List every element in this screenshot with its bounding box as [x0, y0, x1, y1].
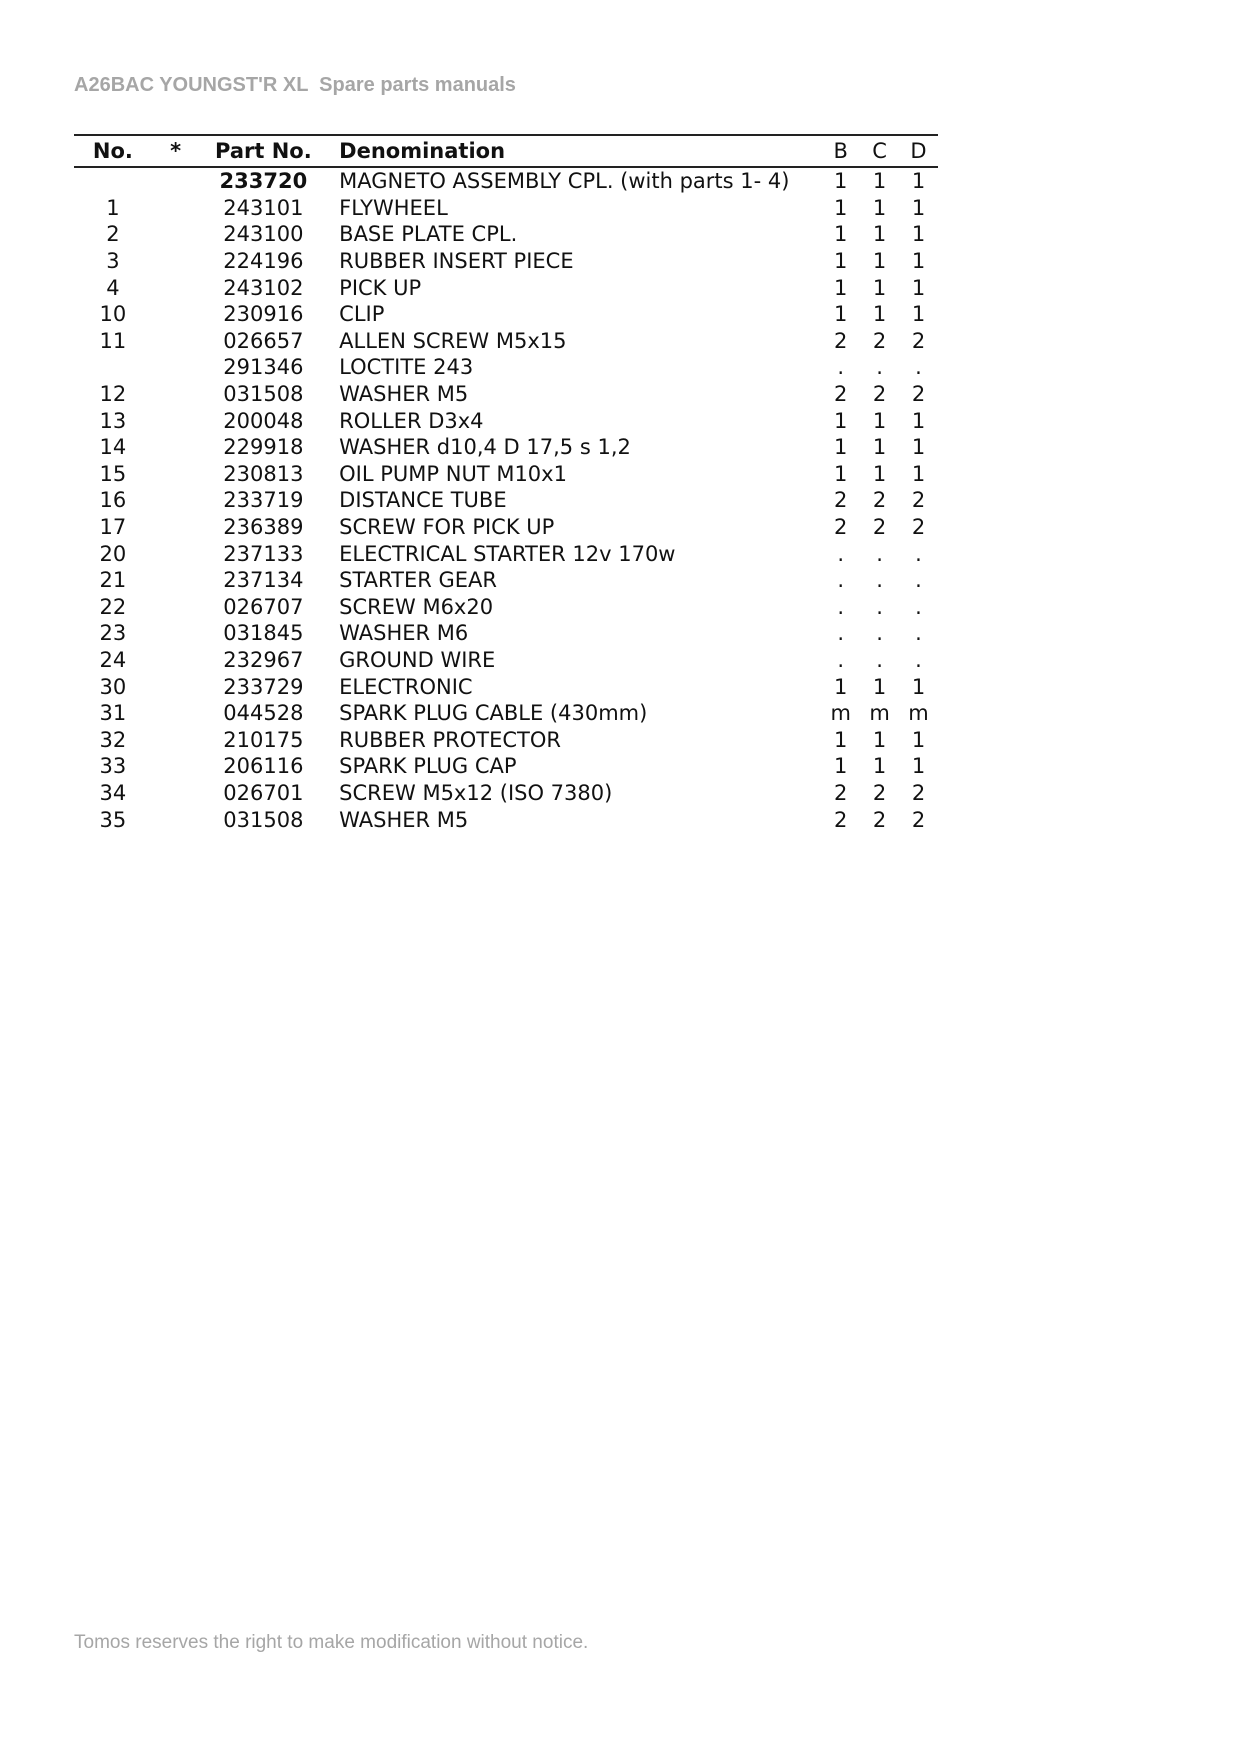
table-row	[74, 620, 938, 647]
cell-d: 2	[911, 515, 926, 540]
cell-c: .	[876, 355, 883, 380]
cell-star	[152, 248, 200, 275]
cell-part-no: 230916	[223, 302, 304, 327]
cell-denomination: CLIP	[339, 302, 385, 327]
cell-b: .	[837, 647, 845, 672]
cell-d: 1	[911, 408, 926, 433]
cell-c: 2	[872, 807, 887, 832]
cell-c: .	[876, 541, 883, 566]
cell-no: 14	[99, 435, 127, 460]
cell-star	[152, 461, 200, 488]
cell-b: .	[837, 568, 845, 593]
cell-denomination: SCREW M5x12 (ISO 7380)	[339, 780, 613, 805]
column-header-d: D	[899, 135, 938, 167]
cell-b: 1	[834, 674, 848, 699]
table-row	[74, 354, 938, 381]
cell-d: 2	[911, 807, 926, 832]
column-header-b: B	[821, 135, 860, 167]
cell-star	[152, 647, 200, 674]
cell-d: 2	[911, 328, 926, 353]
cell-part-no: 031508	[223, 382, 304, 407]
table-row	[74, 274, 938, 301]
cell-no: 4	[106, 275, 120, 300]
cell-denomination: SCREW FOR PICK UP	[339, 515, 555, 540]
cell-d: .	[915, 568, 922, 593]
cell-b: 2	[834, 488, 848, 513]
cell-no: 34	[99, 780, 127, 805]
cell-c: 2	[872, 488, 887, 513]
cell-part-no: 026707	[223, 594, 304, 619]
table-row	[74, 673, 938, 700]
cell-denomination: STARTER GEAR	[339, 568, 497, 593]
table-row	[74, 594, 938, 621]
column-header-no: No.	[74, 135, 152, 167]
cell-no: 15	[99, 461, 127, 486]
table-row	[74, 248, 938, 275]
footer-notice: Tomos reserves the right to make modification without notice.	[74, 1632, 589, 1653]
cell-part-no: 237134	[223, 568, 304, 593]
cell-c: 1	[872, 302, 887, 327]
cell-d: 2	[911, 382, 926, 407]
cell-star	[152, 806, 200, 833]
cell-no: 32	[99, 727, 127, 752]
cell-b: 1	[834, 435, 848, 460]
cell-star	[152, 753, 200, 780]
cell-part-no: 210175	[223, 727, 304, 752]
cell-part-no: 233719	[223, 488, 304, 513]
cell-part-no: 044528	[223, 701, 304, 726]
cell-b: 1	[834, 302, 848, 327]
cell-no: 20	[99, 541, 127, 566]
cell-c: 2	[872, 328, 887, 353]
cell-c: 1	[872, 222, 887, 247]
column-header-denomination: Denomination	[327, 135, 821, 167]
cell-denomination: LOCTITE 243	[339, 355, 474, 380]
cell-denomination: FLYWHEEL	[339, 195, 448, 220]
cell-d: m	[908, 701, 929, 726]
cell-no: 10	[99, 302, 127, 327]
cell-c: m	[869, 701, 890, 726]
cell-d: 1	[911, 302, 926, 327]
cell-part-no: 026657	[223, 328, 304, 353]
cell-denomination: WASHER M5	[339, 382, 469, 407]
cell-denomination: RUBBER INSERT PIECE	[339, 249, 574, 274]
cell-no: 33	[99, 754, 127, 779]
cell-b: 1	[834, 754, 848, 779]
cell-no: 31	[99, 701, 127, 726]
cell-c: 1	[872, 435, 887, 460]
cell-star	[152, 594, 200, 621]
document-header: A26BAC YOUNGST'R XL Spare parts manuals	[74, 74, 516, 96]
cell-c: 1	[872, 275, 887, 300]
cell-star	[152, 328, 200, 355]
cell-d: 1	[911, 249, 926, 274]
table-row	[74, 540, 938, 567]
cell-part-no: 291346	[223, 355, 304, 380]
column-header-star: *	[152, 135, 200, 167]
cell-d: 2	[911, 488, 926, 513]
cell-star	[152, 700, 200, 727]
cell-star	[152, 726, 200, 753]
cell-c: 1	[872, 169, 887, 194]
cell-star	[152, 620, 200, 647]
cell-no	[74, 354, 152, 381]
table-row	[74, 167, 938, 195]
table-row	[74, 514, 938, 541]
cell-no: 24	[99, 647, 127, 672]
cell-star	[152, 673, 200, 700]
cell-b: 2	[834, 328, 848, 353]
cell-c: 2	[872, 780, 887, 805]
cell-b: .	[837, 594, 845, 619]
cell-b: 1	[834, 195, 848, 220]
cell-c: 1	[872, 727, 887, 752]
cell-no: 3	[106, 249, 120, 274]
cell-part-no: 233729	[223, 674, 304, 699]
cell-denomination: ELECTRONIC	[339, 674, 473, 699]
cell-star	[152, 381, 200, 408]
cell-b: 1	[834, 169, 848, 194]
cell-c: 1	[872, 195, 887, 220]
cell-star	[152, 540, 200, 567]
table-row	[74, 487, 938, 514]
cell-b: .	[837, 355, 845, 380]
cell-star	[152, 274, 200, 301]
cell-d: .	[915, 355, 922, 380]
cell-part-no: 200048	[223, 408, 304, 433]
cell-part-no: 230813	[223, 461, 304, 486]
cell-c: .	[876, 647, 883, 672]
cell-no: 17	[99, 515, 127, 540]
cell-part-no: 243101	[223, 195, 304, 220]
cell-star	[152, 780, 200, 807]
cell-no: 11	[99, 328, 127, 353]
cell-denomination: WASHER M6	[339, 621, 469, 646]
cell-star	[152, 167, 200, 195]
cell-c: 1	[872, 461, 887, 486]
cell-d: 1	[911, 727, 926, 752]
cell-part-no: 031845	[223, 621, 304, 646]
cell-denomination: WASHER M5	[339, 807, 469, 832]
cell-d: 1	[911, 195, 926, 220]
cell-part-no: 229918	[223, 435, 304, 460]
cell-c: 1	[872, 754, 887, 779]
cell-d: .	[915, 594, 922, 619]
cell-denomination: ELECTRICAL STARTER 12v 170w	[339, 541, 676, 566]
table-row	[74, 407, 938, 434]
cell-c: .	[876, 568, 883, 593]
cell-b: 2	[834, 382, 848, 407]
cell-b: 1	[834, 727, 848, 752]
table-row	[74, 700, 938, 727]
table-row	[74, 726, 938, 753]
cell-denomination: ALLEN SCREW M5x15	[339, 328, 567, 353]
cell-part-no: 243100	[223, 222, 304, 247]
cell-denomination: RUBBER PROTECTOR	[339, 727, 561, 752]
cell-part-no: 243102	[223, 275, 304, 300]
cell-d: .	[915, 647, 922, 672]
cell-no: 2	[106, 222, 120, 247]
cell-denomination: MAGNETO ASSEMBLY CPL. (with parts 1- 4)	[339, 169, 790, 194]
cell-b: 1	[834, 408, 848, 433]
cell-c: 1	[872, 408, 887, 433]
cell-star	[152, 487, 200, 514]
cell-b: 2	[834, 807, 848, 832]
table-row	[74, 806, 938, 833]
cell-c: .	[876, 621, 883, 646]
cell-d: 1	[911, 169, 926, 194]
cell-denomination: PICK UP	[339, 275, 422, 300]
table-row	[74, 221, 938, 248]
cell-part-no: 031508	[223, 807, 304, 832]
cell-part-no: 232967	[223, 647, 304, 672]
table-row	[74, 328, 938, 355]
cell-c: 2	[872, 382, 887, 407]
cell-d: 1	[911, 461, 926, 486]
cell-denomination: DISTANCE TUBE	[339, 488, 507, 513]
cell-d: .	[915, 541, 922, 566]
cell-d: 1	[911, 435, 926, 460]
cell-b: 1	[834, 461, 848, 486]
table-row	[74, 780, 938, 807]
parts-table	[74, 134, 938, 833]
cell-no: 22	[99, 594, 127, 619]
cell-no: 13	[99, 408, 127, 433]
cell-star	[152, 195, 200, 222]
cell-b: 1	[834, 222, 848, 247]
table-row	[74, 434, 938, 461]
cell-denomination: ROLLER D3x4	[339, 408, 484, 433]
cell-b: .	[837, 541, 845, 566]
cell-no: 16	[99, 488, 127, 513]
cell-d: 2	[911, 780, 926, 805]
table-row	[74, 301, 938, 328]
column-header-part-no: Part No.	[200, 135, 328, 167]
cell-no: 1	[106, 195, 120, 220]
table-row	[74, 461, 938, 488]
cell-denomination: SPARK PLUG CABLE (430mm)	[339, 701, 648, 726]
cell-c: .	[876, 594, 883, 619]
parts-table-body	[74, 167, 938, 833]
cell-c: 2	[872, 515, 887, 540]
cell-denomination: SPARK PLUG CAP	[339, 754, 517, 779]
cell-no: 35	[99, 807, 127, 832]
table-row	[74, 567, 938, 594]
cell-d: .	[915, 621, 922, 646]
cell-denomination: BASE PLATE CPL.	[339, 222, 518, 247]
cell-part-no: 233720	[219, 169, 308, 194]
cell-part-no: 237133	[223, 541, 304, 566]
cell-d: 1	[911, 754, 926, 779]
cell-no: 12	[99, 382, 127, 407]
column-header-c: C	[860, 135, 899, 167]
cell-no: 30	[99, 674, 127, 699]
cell-d: 1	[911, 222, 926, 247]
cell-star	[152, 407, 200, 434]
cell-star	[152, 514, 200, 541]
cell-star	[152, 301, 200, 328]
parts-table-header	[74, 135, 938, 167]
cell-b: 2	[834, 515, 848, 540]
cell-denomination: OIL PUMP NUT M10x1	[339, 461, 567, 486]
cell-d: 1	[911, 674, 926, 699]
cell-b: .	[837, 621, 845, 646]
cell-c: 1	[872, 249, 887, 274]
table-row	[74, 753, 938, 780]
cell-denomination: GROUND WIRE	[339, 647, 496, 672]
cell-b: m	[830, 701, 851, 726]
cell-denomination: WASHER d10,4 D 17,5 s 1,2	[339, 435, 631, 460]
cell-c: 1	[872, 674, 887, 699]
cell-star	[152, 434, 200, 461]
cell-part-no: 236389	[223, 515, 304, 540]
table-row	[74, 647, 938, 674]
table-row	[74, 381, 938, 408]
cell-b: 2	[834, 780, 848, 805]
cell-part-no: 026701	[223, 780, 304, 805]
cell-d: 1	[911, 275, 926, 300]
cell-no	[74, 167, 152, 195]
cell-no: 23	[99, 621, 127, 646]
table-row	[74, 195, 938, 222]
cell-star	[152, 567, 200, 594]
cell-no: 21	[99, 568, 127, 593]
cell-star	[152, 221, 200, 248]
cell-star	[152, 354, 200, 381]
cell-part-no: 206116	[223, 754, 304, 779]
cell-part-no: 224196	[223, 249, 304, 274]
cell-denomination: SCREW M6x20	[339, 594, 494, 619]
header-row	[74, 135, 938, 167]
cell-b: 1	[834, 249, 848, 274]
cell-b: 1	[834, 275, 848, 300]
